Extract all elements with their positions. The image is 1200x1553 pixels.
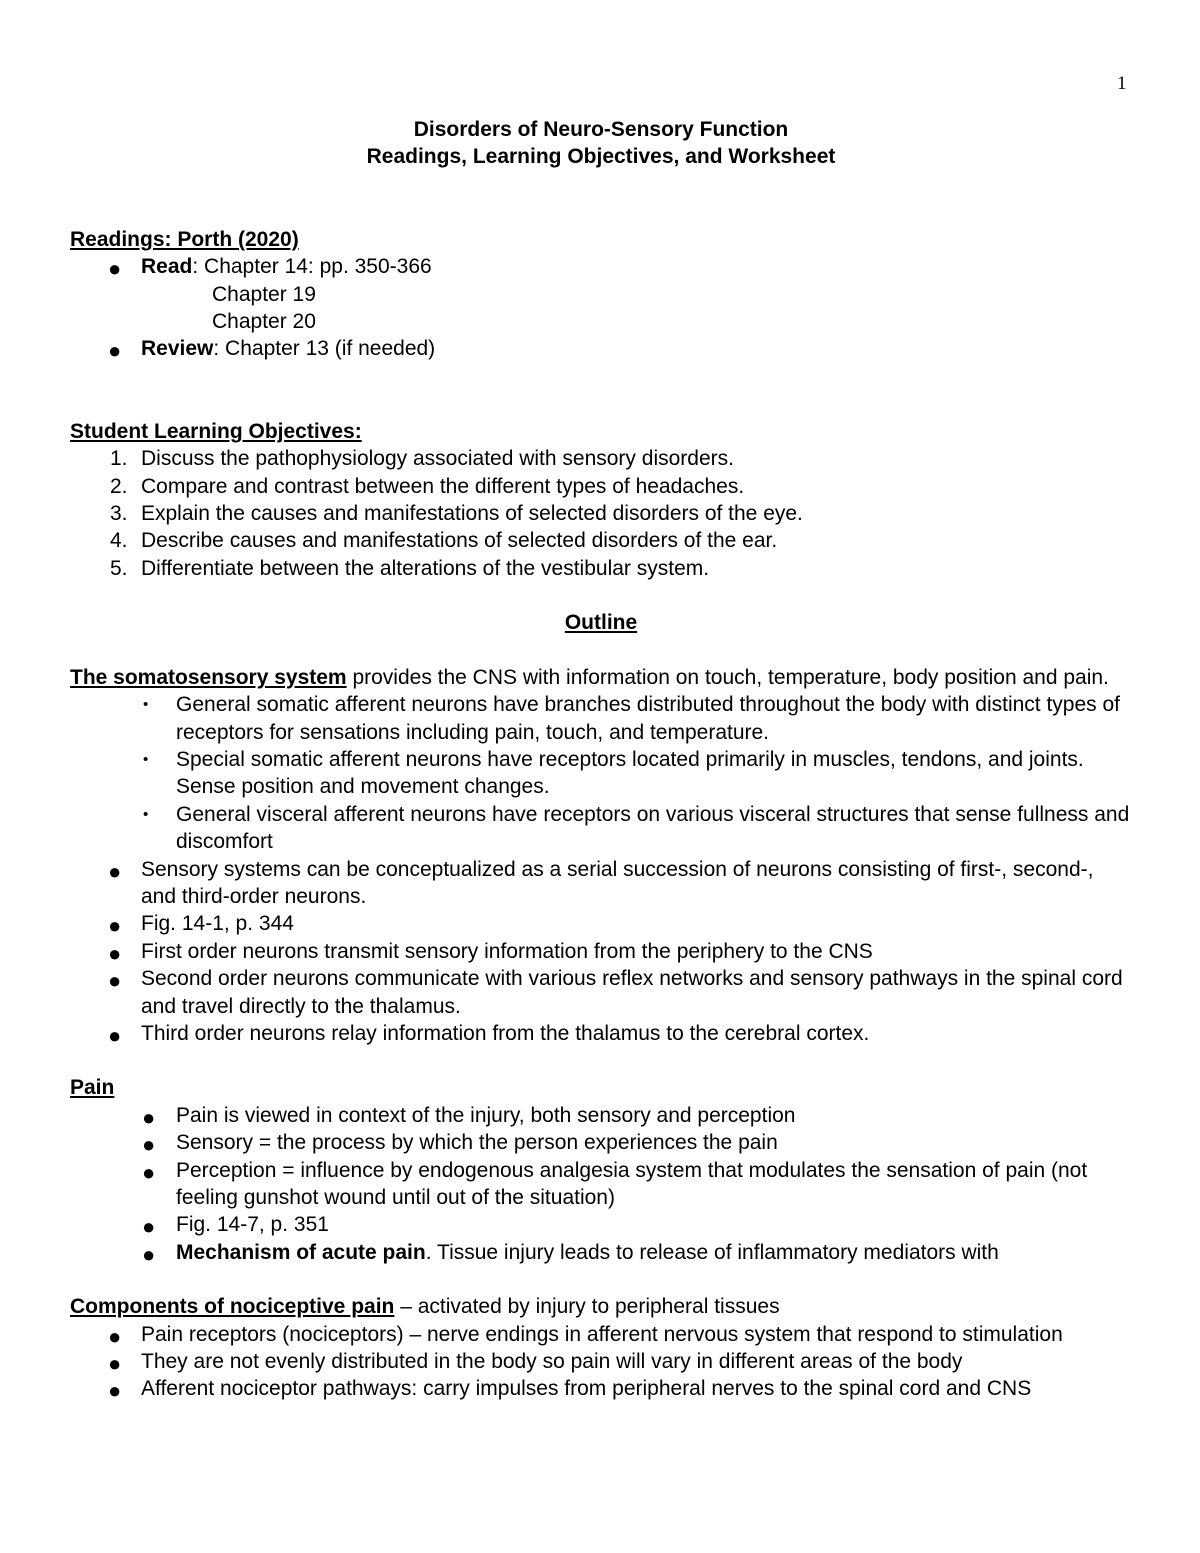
- nociceptive-intro: Components of nociceptive pain – activated by injury to peripheral tissues: [70, 1295, 780, 1319]
- list-item: ● Second order neurons communicate with various reflex networks and sensory pathways in the spinal cord and travel directly to the thalamus.: [108, 967, 1123, 1018]
- bullet-icon: ●: [108, 940, 122, 966]
- list-item: Chapter 19: [212, 282, 316, 306]
- document-body: [70, 116, 1132, 1403]
- somatosensory-section: [70, 664, 1132, 1048]
- bullet-icon: ●: [108, 968, 122, 994]
- list-item: • General visceral afferent neurons have receptors on various visceral structures that sense fullness and discomfort: [143, 802, 1130, 854]
- nociceptive-heading: Components of nociceptive pain: [70, 1295, 395, 1319]
- list-item: 5. Differentiate between the alterations of the vestibular system.: [110, 556, 710, 580]
- objectives-heading: Student Learning Objectives:: [70, 419, 362, 443]
- document-title: Disorders of Neuro-Sensory Function: [413, 118, 789, 141]
- list-item: ● Pain receptors (nociceptors) – nerve endings in afferent nervous system that respond to stimulation: [108, 1322, 1063, 1349]
- list-item: ● Sensory = the process by which the person experiences the pain: [142, 1131, 778, 1158]
- read-text: : Chapter 14: pp. 350-366: [192, 255, 432, 279]
- bullet-icon: ●: [108, 1351, 122, 1377]
- bullet-icon: ●: [142, 1159, 156, 1185]
- list-item: ● Fig. 14-1, p. 344: [108, 912, 294, 939]
- bullet-icon: ●: [108, 913, 122, 939]
- review-label: Review: [141, 337, 214, 361]
- bullet-icon: ●: [108, 256, 122, 282]
- list-item: 3. Explain the causes and manifestations of selected disorders of the eye.: [110, 502, 803, 526]
- list-item: ● Afferent nociceptor pathways: carry impulses from peripheral nerves to the spinal cord and CNS: [108, 1377, 1032, 1404]
- bullet-icon: •: [143, 805, 149, 823]
- list-item: ● Mechanism of acute pain. Tissue injury leads to release of inflammatory mediators with: [142, 1240, 999, 1267]
- list-item: ● Perception = influence by endogenous analgesia system that modulates the sensation of pain (not feeling gunshot wound until out of the situation): [142, 1158, 1088, 1209]
- bullet-icon: ●: [142, 1132, 156, 1158]
- bullet-icon: ●: [108, 338, 122, 364]
- list-item: • General somatic afferent neurons have branches distributed throughout the body with distinct types of receptors for sensations including pain, touch, and temperature.: [143, 693, 1121, 744]
- bullet-icon: •: [143, 696, 149, 714]
- list-item: ● First order neurons transmit sensory information from the periphery to the CNS: [108, 939, 873, 966]
- list-item: ● Pain is viewed in context of the injury, both sensory and perception: [142, 1103, 796, 1130]
- read-label: Read: [141, 255, 193, 279]
- document-subtitle: Readings, Learning Objectives, and Worksheet: [366, 145, 836, 169]
- list-item: 2. Compare and contrast between the different types of headaches.: [110, 474, 745, 498]
- pain-section: [70, 1074, 1132, 1266]
- objectives-section: [70, 418, 1132, 582]
- list-item: ● Third order neurons relay information from the thalamus to the cerebral cortex.: [108, 1021, 870, 1048]
- bullet-icon: •: [143, 750, 149, 768]
- review-text: : Chapter 13 (if needed): [213, 337, 436, 361]
- outline-heading: Outline: [564, 611, 638, 635]
- pain-heading: Pain: [70, 1076, 115, 1100]
- nociceptive-section: [70, 1293, 1132, 1403]
- list-item: Chapter 20: [212, 310, 316, 334]
- bullet-icon: ●: [108, 1022, 122, 1048]
- bullet-icon: ●: [142, 1214, 156, 1240]
- somatosensory-intro: The somatosensory system provides the CNS with information on touch, temperature, body position and pain.: [70, 665, 1109, 689]
- list-item: ● Sensory systems can be conceptualized as a serial succession of neurons consisting of first-, second-, and third-order neurons.: [108, 857, 1094, 908]
- readings-heading: Readings: Porth (2020): [70, 227, 299, 251]
- list-item: • Special somatic afferent neurons have receptors located primarily in muscles, tendons, and joints. Sense position and movement changes.: [143, 747, 1084, 799]
- list-item: ● Fig. 14-7, p. 351: [142, 1213, 329, 1240]
- list-item: [70, 335, 1132, 362]
- bullet-icon: ●: [108, 1323, 122, 1349]
- bullet-icon: ●: [142, 1241, 156, 1267]
- readings-section: [70, 226, 1132, 363]
- bullet-icon: ●: [108, 858, 122, 884]
- bullet-icon: ●: [142, 1104, 156, 1130]
- page-number: 1: [1117, 73, 1127, 94]
- acute-pain-label: Mechanism of acute pain: [176, 1240, 426, 1264]
- list-item: [70, 253, 1132, 280]
- list-item: 4. Describe causes and manifestations of selected disorders of the ear.: [110, 529, 778, 553]
- bullet-icon: ●: [108, 1378, 122, 1404]
- list-item: ● They are not evenly distributed in the body so pain will vary in different areas of the body: [108, 1350, 963, 1377]
- somatosensory-term: The somatosensory system: [70, 665, 347, 689]
- list-item: 1. Discuss the pathophysiology associated with sensory disorders.: [110, 447, 734, 471]
